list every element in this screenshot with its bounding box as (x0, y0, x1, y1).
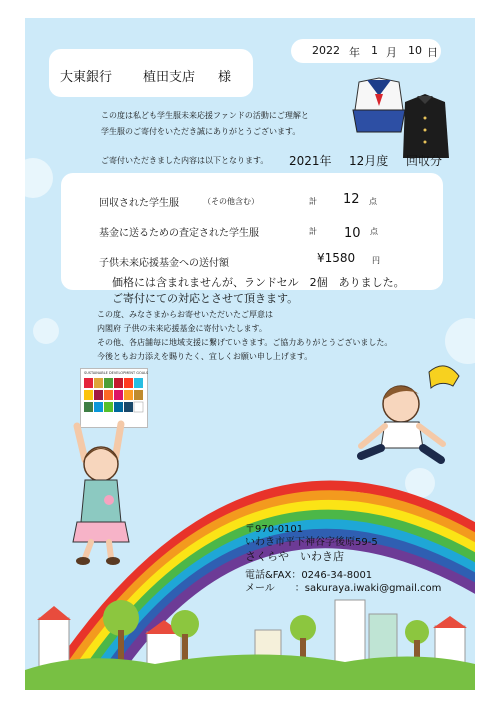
gakuran-jacket-icon (403, 94, 449, 158)
intro-line-2: 学生服のご寄付をいただき誠にありがとうございます。 (101, 127, 301, 136)
sdgs-heading: SUSTAINABLE DEVELOPMENT GOALS (84, 371, 149, 375)
tree-icon (171, 610, 199, 638)
girl-illustration (63, 418, 143, 568)
row3-label: 子供未来応援基金への送付額 (99, 258, 229, 269)
row1-kei: 計 (309, 197, 317, 206)
period-month: 12月度 (349, 154, 389, 168)
recipient-branch: 植田支店 (143, 70, 196, 85)
row1-note: （その他含む） (203, 197, 259, 206)
row3-unit: 円 (372, 256, 380, 265)
row2-value: 10 (344, 226, 361, 241)
period-label: 回収分 (406, 154, 443, 168)
building-icon (335, 600, 365, 670)
recipient-honorific: 様 (218, 70, 232, 85)
closing-line-4: 今後ともお力添えを賜りたく、宜しくお願い申し上げます。 (97, 352, 313, 361)
date-year: 2022 (312, 44, 340, 57)
cloud-bubble (25, 158, 53, 198)
note-line-2: ご寄付にての対応とさせて頂きます。 (112, 292, 299, 305)
intro-line-1: この度は私ども学生服未来応援ファンドの活動にご理解と (101, 111, 309, 120)
closing-line-1: この度、みなさまからお寄せいただいたご厚意は (97, 310, 273, 319)
date-year-unit: 年 (349, 46, 360, 59)
town-landscape (25, 590, 475, 690)
closing-line-3: その他、各店舗毎に地域支援に繋げていきます。ご協力ありがとうございました。 (97, 338, 393, 347)
sender-address: いわき市平下神谷字後原59-5 (245, 537, 378, 548)
sender-postal: 〒970-0101 (245, 524, 304, 535)
sender-shop: さくらや いわき店 (245, 550, 344, 563)
cloud-bubble (445, 318, 475, 364)
grass-hill (25, 654, 475, 690)
row1-label: 回収された学生服 (99, 198, 179, 209)
row1-value: 12 (343, 192, 360, 207)
sender-tel: 電話&FAX：0246-34-8001 (245, 570, 373, 581)
intro-line-3: ご寄付いただきました内容は以下となります。 (101, 156, 269, 165)
row3-value: ¥1580 (317, 251, 356, 265)
recipient-bank: 大東銀行 (60, 70, 113, 85)
date-day: 10 (408, 44, 422, 57)
cloud-bubble (33, 318, 59, 344)
closing-line-2: 内閣府 子供の未来応援基金に寄付いたします。 (97, 324, 267, 333)
date-month-unit: 月 (386, 46, 397, 59)
row2-kei: 計 (309, 227, 317, 236)
date-day-unit: 日 (427, 46, 438, 59)
tree-icon (290, 615, 316, 641)
boy-illustration (341, 360, 471, 470)
period-year: 2021年 (289, 154, 332, 168)
sender-mail: メール ：sakuraya.iwaki@gmail.com (245, 583, 442, 594)
certificate-sheet (25, 18, 475, 690)
row1-unit: 点 (369, 197, 377, 206)
row2-unit: 点 (370, 227, 378, 236)
date-month: 1 (371, 44, 378, 57)
note-line-1: 価格には含まれませんが、ランドセル 2個 ありました。 (112, 276, 405, 289)
row2-label: 基金に送るための査定された学生服 (99, 228, 259, 239)
school-uniform-illustration (343, 74, 453, 160)
yellow-hat-icon (429, 366, 459, 388)
